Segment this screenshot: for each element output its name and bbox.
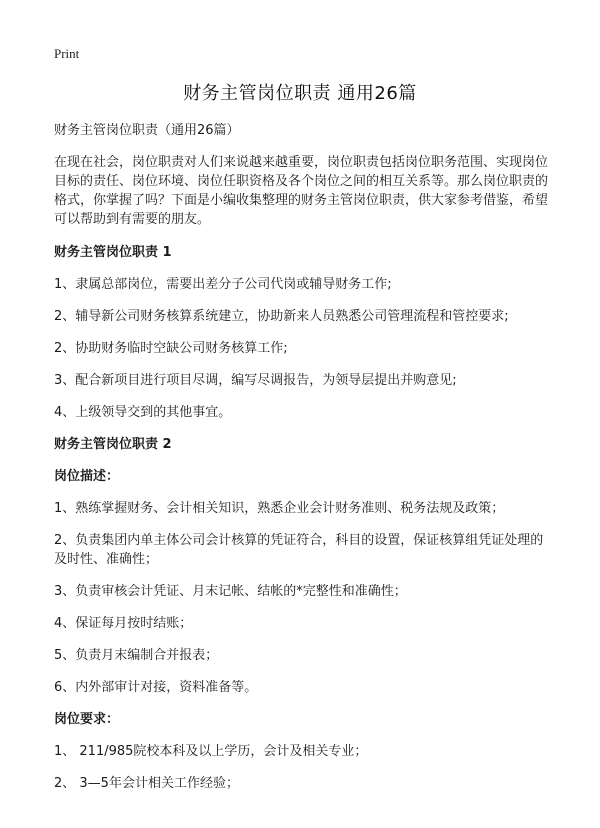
section-heading-2: 财务主管岗位职责 2 — [54, 437, 172, 452]
list-item: 3、负责审核会计凭证、月末记帐、结帐的*完整性和准确性； — [54, 584, 407, 599]
description-heading: 岗位描述： — [54, 469, 120, 484]
list-item: 2、协助财务临时空缺公司财务核算工作; — [54, 341, 288, 356]
list-item: 2、 3—5年会计相关工作经验； — [54, 776, 239, 791]
list-item: 1、 211/985院校本科及以上学历，会计及相关专业； — [54, 744, 368, 759]
list-item: 5、负责月末编制合并报表； — [54, 648, 219, 663]
page-title: 财务主管岗位职责 通用26篇 — [183, 83, 417, 104]
list-item: 3、配合新项目进行项目尽调，编写尽调报告，为领导层提出并购意见; — [54, 373, 457, 388]
list-item: 4、保证每月按时结账； — [54, 616, 193, 631]
list-item: 1、隶属总部岗位，需要出差分子公司代岗或辅导财务工作; — [54, 277, 392, 292]
list-item: 6、内外部审计对接，资料准备等。 — [54, 680, 258, 695]
document-subtitle: 财务主管岗位职责（通用26篇） — [54, 123, 240, 138]
print-label: Print — [54, 46, 80, 61]
list-item: 2、负责集团内单主体公司会计核算的凭证符合，科目的设置，保证核算组凭证处理的及时性、准确性； — [54, 533, 544, 567]
list-item: 2、辅导新公司财务核算系统建立，协助新来人员熟悉公司管理流程和管控要求; — [54, 309, 509, 324]
intro-paragraph: 在现在社会，岗位职责对人们来说越来越重要，岗位职责包括岗位职务范围、实现岗位目标的责任、岗位环境、岗位任职资格及各个岗位之间的相互关系等。那么岗位职责的格式，你掌握了吗？下面是小编收集整理的财务主管岗位职责，供大家参考借鉴，希望可以帮助到有需要的朋友。 — [54, 155, 549, 227]
section-heading-1: 财务主管岗位职责 1 — [54, 245, 172, 260]
document-body — [54, 121, 554, 804]
requirements-heading: 岗位要求： — [54, 712, 120, 727]
list-item: 4、上级领导交到的其他事宜。 — [54, 405, 232, 420]
list-item: 1、熟练掌握财务、会计相关知识，熟悉企业会计财务准则、税务法规及政策； — [54, 501, 505, 516]
